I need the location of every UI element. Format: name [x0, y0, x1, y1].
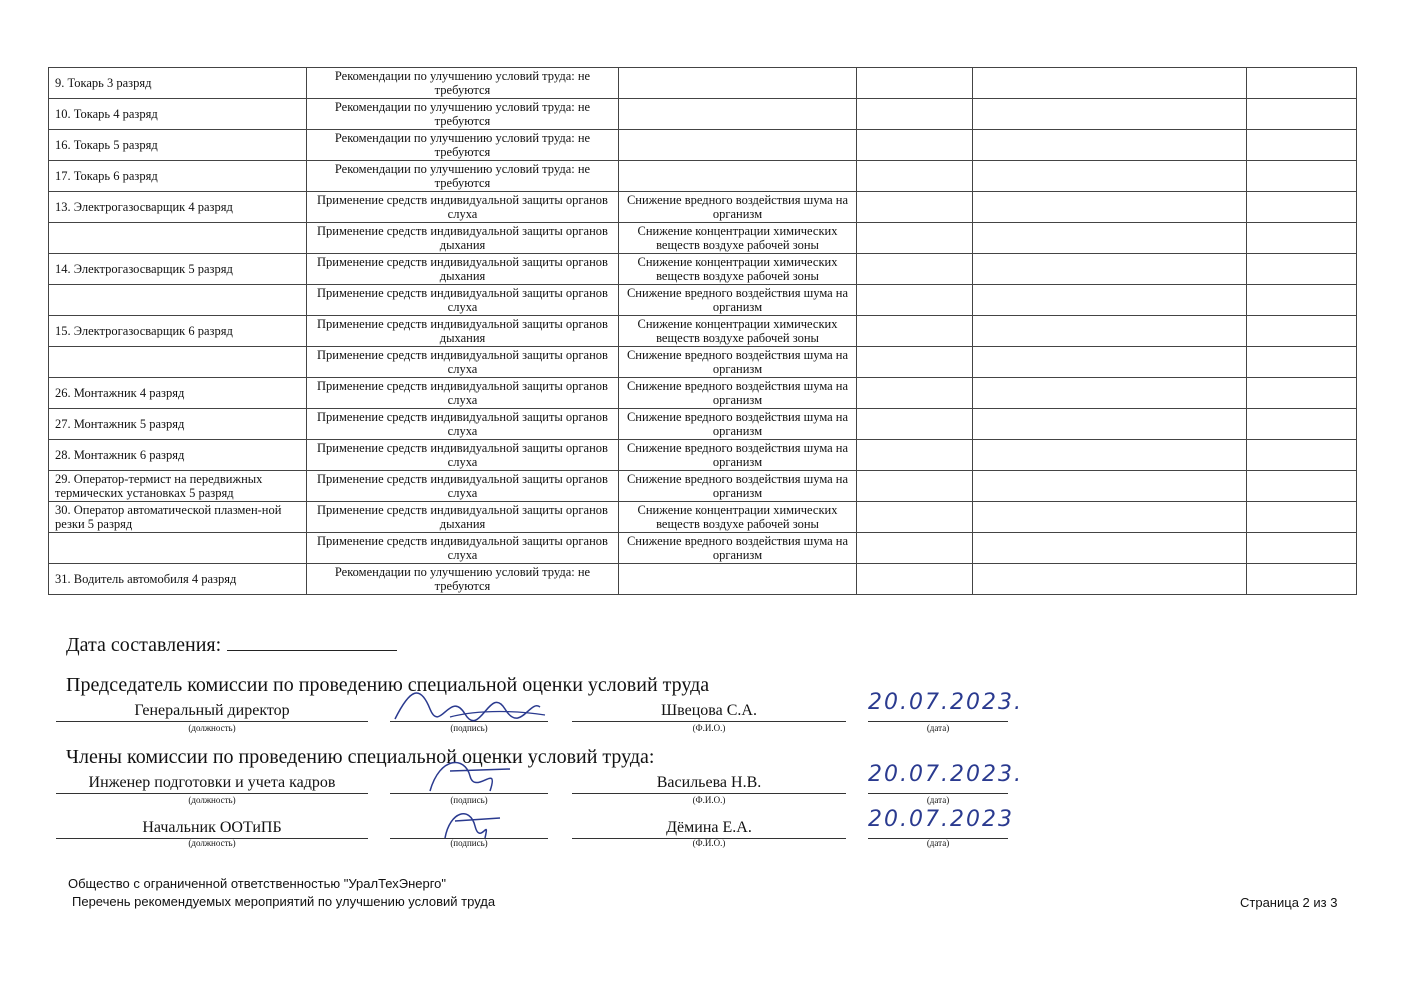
deadline-cell — [857, 378, 973, 409]
position-cell: 31. Водитель автомобиля 4 разряд — [49, 564, 307, 595]
footer-org: Общество с ограниченной ответственностью "УралТехЭнерго" — [68, 876, 447, 891]
note-cell — [1247, 99, 1357, 130]
executors-cell — [973, 440, 1247, 471]
table-row — [49, 440, 1357, 471]
note-cell — [1247, 285, 1357, 316]
position-cell — [49, 347, 307, 378]
goal-cell: Снижение вредного воздействия шума на организм — [619, 285, 857, 316]
position-cell: 9. Токарь 3 разряд — [49, 68, 307, 99]
measures-table-container — [48, 67, 1356, 595]
fio-caption: (Ф.И.О.) — [692, 838, 726, 848]
signature-caption: (подпись) — [450, 723, 488, 733]
executors-cell — [973, 409, 1247, 440]
note-cell — [1247, 533, 1357, 564]
measure-cell: Рекомендации по улучшению условий труда: не требуются — [307, 99, 619, 130]
measure-cell: Применение средств индивидуальной защиты органов дыхания — [307, 254, 619, 285]
date-caption: (дата) — [926, 723, 950, 733]
position-cell: 14. Электрогазосварщик 5 разряд — [49, 254, 307, 285]
member-signature — [390, 818, 548, 839]
deadline-cell — [857, 99, 973, 130]
measure-cell: Рекомендации по улучшению условий труда: не требуются — [307, 130, 619, 161]
executors-cell — [973, 223, 1247, 254]
member-position: Инженер подготовки и учета кадров — [56, 773, 368, 794]
measure-cell: Применение средств индивидуальной защиты органов слуха — [307, 533, 619, 564]
measure-cell: Применение средств индивидуальной защиты органов дыхания — [307, 316, 619, 347]
executors-cell — [973, 471, 1247, 502]
date-caption: (дата) — [926, 795, 950, 805]
deadline-cell — [857, 564, 973, 595]
chairman-date: 20.07.2023. — [868, 690, 1023, 715]
note-cell — [1247, 254, 1357, 285]
executors-cell — [973, 161, 1247, 192]
deadline-cell — [857, 502, 973, 533]
goal-cell: Снижение вредного воздействия шума на организм — [619, 192, 857, 223]
measure-cell: Применение средств индивидуальной защиты органов слуха — [307, 378, 619, 409]
signature-icon — [390, 751, 548, 801]
compiled-date-label: Дата составления: — [66, 634, 222, 656]
member-date: 20.07.2023. — [868, 762, 1023, 787]
signature-icon — [390, 679, 548, 729]
goal-cell: Снижение вредного воздействия шума на организм — [619, 533, 857, 564]
goal-cell: Снижение концентрации химических веществ воздухе рабочей зоны — [619, 502, 857, 533]
measure-cell: Применение средств индивидуальной защиты органов дыхания — [307, 502, 619, 533]
position-cell: 17. Токарь 6 разряд — [49, 161, 307, 192]
chairman-position: Генеральный директор — [56, 701, 368, 722]
measure-cell: Рекомендации по улучшению условий труда: не требуются — [307, 68, 619, 99]
member-date-cell — [868, 807, 1014, 839]
measure-cell: Применение средств индивидуальной защиты органов слуха — [307, 471, 619, 502]
goal-cell: Снижение вредного воздействия шума на организм — [619, 440, 857, 471]
signature-caption: (подпись) — [450, 838, 488, 848]
chairman-fio: Швецова С.А. — [572, 701, 846, 722]
deadline-cell — [857, 440, 973, 471]
table-row — [49, 347, 1357, 378]
goal-cell — [619, 564, 857, 595]
chairman-signature-row — [56, 690, 1023, 737]
compiled-date-line — [66, 632, 397, 657]
measures-table — [48, 67, 1357, 595]
deadline-cell — [857, 347, 973, 378]
compiled-date-blank[interactable] — [227, 632, 397, 651]
measure-cell: Применение средств индивидуальной защиты органов слуха — [307, 409, 619, 440]
note-cell — [1247, 409, 1357, 440]
goal-cell — [619, 161, 857, 192]
note-cell — [1247, 471, 1357, 502]
member-date: 20.07.2023 — [868, 807, 1014, 832]
position-cell: 15. Электрогазосварщик 6 разряд — [49, 316, 307, 347]
executors-cell — [973, 502, 1247, 533]
goal-cell — [619, 130, 857, 161]
deadline-cell — [857, 161, 973, 192]
goal-cell: Снижение вредного воздействия шума на организм — [619, 409, 857, 440]
signature-caption: (подпись) — [450, 795, 488, 805]
position-cell: 28. Монтажник 6 разряд — [49, 440, 307, 471]
chairman-heading: Председатель комиссии по проведению специальной оценки условий труда — [66, 674, 710, 696]
note-cell — [1247, 316, 1357, 347]
member-signature — [390, 773, 548, 794]
deadline-cell — [857, 192, 973, 223]
deadline-cell — [857, 471, 973, 502]
note-cell — [1247, 440, 1357, 471]
note-cell — [1247, 161, 1357, 192]
deadline-cell — [857, 223, 973, 254]
chairman-signature — [390, 701, 548, 722]
executors-cell — [973, 68, 1247, 99]
member-position: Начальник ООТиПБ — [56, 818, 368, 839]
measure-cell: Применение средств индивидуальной защиты органов слуха — [307, 440, 619, 471]
table-row — [49, 316, 1357, 347]
member-fio: Дёмина Е.А. — [572, 818, 846, 839]
position-cell: 29. Оператор-термист на передвижных термических установках 5 разряд — [49, 471, 307, 502]
measure-cell: Применение средств индивидуальной защиты органов слуха — [307, 285, 619, 316]
position-cell — [49, 223, 307, 254]
goal-cell: Снижение концентрации химических веществ воздухе рабочей зоны — [619, 223, 857, 254]
measure-cell: Рекомендации по улучшению условий труда: не требуются — [307, 564, 619, 595]
fio-caption: (Ф.И.О.) — [692, 795, 726, 805]
executors-cell — [973, 316, 1247, 347]
goal-cell — [619, 68, 857, 99]
executors-cell — [973, 99, 1247, 130]
position-caption: (должность) — [188, 838, 236, 848]
executors-cell — [973, 192, 1247, 223]
table-row — [49, 223, 1357, 254]
member-date-cell — [868, 762, 1023, 794]
deadline-cell — [857, 409, 973, 440]
table-row — [49, 502, 1357, 533]
table-row — [49, 130, 1357, 161]
table-row — [49, 564, 1357, 595]
chairman-date-cell — [868, 690, 1023, 722]
note-cell — [1247, 347, 1357, 378]
deadline-cell — [857, 254, 973, 285]
position-caption: (должность) — [188, 723, 236, 733]
executors-cell — [973, 378, 1247, 409]
table-row — [49, 161, 1357, 192]
table-row — [49, 99, 1357, 130]
measure-cell: Применение средств индивидуальной защиты органов дыхания — [307, 223, 619, 254]
table-row — [49, 471, 1357, 502]
note-cell — [1247, 192, 1357, 223]
executors-cell — [973, 130, 1247, 161]
note-cell — [1247, 130, 1357, 161]
members-heading: Члены комиссии по проведению специальной оценки условий труда: — [66, 746, 655, 768]
deadline-cell — [857, 285, 973, 316]
table-row — [49, 378, 1357, 409]
position-cell — [49, 533, 307, 564]
position-cell: 26. Монтажник 4 разряд — [49, 378, 307, 409]
footer-doc-title: Перечень рекомендуемых мероприятий по улучшению условий труда — [72, 894, 496, 909]
table-row — [49, 254, 1357, 285]
position-cell: 16. Токарь 5 разряд — [49, 130, 307, 161]
table-row — [49, 285, 1357, 316]
position-cell: 10. Токарь 4 разряд — [49, 99, 307, 130]
goal-cell: Снижение вредного воздействия шума на организм — [619, 378, 857, 409]
goal-cell: Снижение концентрации химических веществ воздухе рабочей зоны — [619, 316, 857, 347]
goal-cell: Снижение вредного воздействия шума на организм — [619, 347, 857, 378]
measure-cell: Рекомендации по улучшению условий труда: не требуются — [307, 161, 619, 192]
position-cell: 30. Оператор автоматической плазмен-ной резки 5 разряд — [49, 502, 307, 533]
position-caption: (должность) — [188, 795, 236, 805]
date-caption: (дата) — [926, 838, 950, 848]
table-row — [49, 68, 1357, 99]
deadline-cell — [857, 68, 973, 99]
measure-cell: Применение средств индивидуальной защиты органов слуха — [307, 347, 619, 378]
note-cell — [1247, 564, 1357, 595]
member-fio: Васильева Н.В. — [572, 773, 846, 794]
fio-caption: (Ф.И.О.) — [692, 723, 726, 733]
note-cell — [1247, 378, 1357, 409]
goal-cell — [619, 99, 857, 130]
deadline-cell — [857, 316, 973, 347]
table-row — [49, 192, 1357, 223]
executors-cell — [973, 285, 1247, 316]
deadline-cell — [857, 533, 973, 564]
position-cell — [49, 285, 307, 316]
member-signature-row — [56, 807, 1016, 854]
position-cell: 27. Монтажник 5 разряд — [49, 409, 307, 440]
note-cell — [1247, 223, 1357, 254]
executors-cell — [973, 564, 1247, 595]
note-cell — [1247, 68, 1357, 99]
executors-cell — [973, 254, 1247, 285]
executors-cell — [973, 533, 1247, 564]
note-cell — [1247, 502, 1357, 533]
executors-cell — [973, 347, 1247, 378]
footer-page-number: Страница 2 из 3 — [1240, 895, 1338, 910]
position-cell: 13. Электрогазосварщик 4 разряд — [49, 192, 307, 223]
goal-cell: Снижение вредного воздействия шума на организм — [619, 471, 857, 502]
goal-cell: Снижение концентрации химических веществ воздухе рабочей зоны — [619, 254, 857, 285]
deadline-cell — [857, 130, 973, 161]
table-row — [49, 533, 1357, 564]
table-row — [49, 409, 1357, 440]
measure-cell: Применение средств индивидуальной защиты органов слуха — [307, 192, 619, 223]
